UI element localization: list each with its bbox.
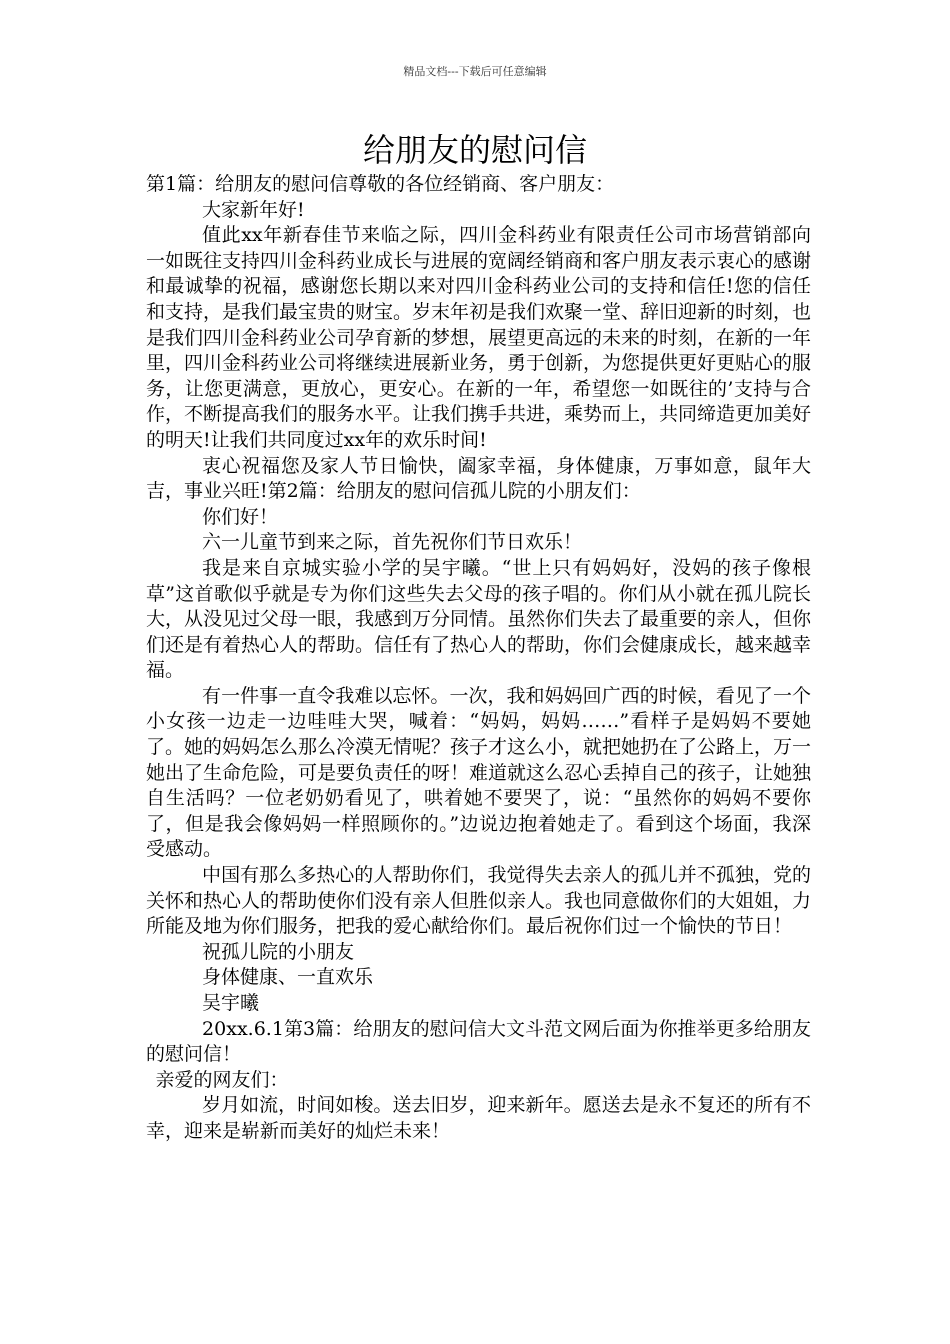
document-title: 给朋友的慰问信 bbox=[362, 131, 587, 169]
document-body bbox=[146, 172, 811, 1145]
paragraph: 值此xx年新春佳节来临之际，四川金科药业有限责任公司市场营销部向一如既往支持四川金科药业成长与进展的宽阔经销商和客户朋友表示衷心的感谢和最诚挚的祝福，感谢您长期以来对四川金科药业公司的支持和信任!您的信任和支持，是我们最宝贵的财宝。岁末年初是我们欢聚一堂、辞旧迎新的时刻，也是我们四川金科药业公司孕育新的梦想，展望更高远的未来的时刻，在新的一年里，四川金科药业公司将继续进展新业务，勇于创新，为您提供更好更贴心的服务，让您更满意，更放心，更安心。在新的一年，希望您一如既往的’支持与合作，不断提高我们的服务水平。让我们携手共进，乘势而上，共同缔造更加美好的明天!让我们共同度过xx年的欢乐时间! bbox=[146, 224, 812, 451]
paragraph: 大家新年好! bbox=[202, 198, 305, 221]
salutation: 亲爱的网友们： bbox=[155, 1068, 289, 1091]
paragraph: 六一儿童节到来之际，首先祝你们节日欢乐！ bbox=[202, 531, 583, 554]
paragraph: 衷心祝福您及家人节日愉快，阖家幸福，身体健康，万事如意，鼠年大吉，事业兴旺!第2篇：给朋友的慰问信孤儿院的小朋友们： bbox=[146, 454, 811, 503]
closing-line: 身体健康、一直欢乐 bbox=[202, 966, 374, 989]
paragraph: 你们好！ bbox=[202, 505, 279, 528]
page-header: 精品文档---下载后可任意编辑 bbox=[403, 65, 547, 78]
paragraph: 第1篇：给朋友的慰问信尊敬的各位经销商、客户朋友： bbox=[146, 173, 615, 195]
paragraph: 中国有那么多热心的人帮助你们，我觉得失去亲人的孤儿并不孤独，党的关怀和热心人的帮助使你们没有亲人但胜似亲人。我也同意做你们的大姐姐，力所能及地为你们服务，把我的爱心献给你们。最后祝你们过一个愉快的节日！ bbox=[146, 864, 812, 938]
paragraph: 20xx.6.1第3篇：给朋友的慰问信大文斗范文网后面为你推举更多给朋友的慰问信！ bbox=[146, 1017, 811, 1066]
closing-line: 祝孤儿院的小朋友 bbox=[202, 940, 355, 963]
paragraph: 岁月如流，时间如梭。送去旧岁，迎来新年。愿送去是永不复还的所有不幸，迎来是崭新而美好的灿烂未来！ bbox=[146, 1094, 811, 1142]
paragraph: 我是来自京城实验小学的吴宇曦。“世上只有妈妈好，没妈的孩子像根草”这首歌似乎就是专为你们这些失去父母的孩子唱的。你们从小就在孤儿院长大，从没见过父母一眼，我感到万分同情。虽然你们失去了最重要的亲人，但你们还是有着热心人的帮助。信任有了热心人的帮助，你们会健康成长，越来越幸福。 bbox=[146, 556, 812, 682]
paragraph: 有一件事一直令我难以忘怀。一次，我和妈妈回广西的时候，看见了一个小女孩一边走一边哇哇大哭，喊着：“妈妈，妈妈……”看样子是妈妈不要她了。她的妈妈怎么那么冷漠无情呢？孩子才这么小，就把她扔在了公路上，万一她出了生命危险，可是要负责任的呀！难道就这么忍心丢掉自己的孩子，让她独自生活吗？一位老奶奶看见了，哄着她不要哭了，说：“虽然你的妈妈不要你了，但是我会像妈妈一样照顾你的。”边说边抱着她走了。看到这个场面，我深受感动。 bbox=[146, 684, 812, 861]
signature: 吴宇曦 bbox=[202, 992, 260, 1014]
